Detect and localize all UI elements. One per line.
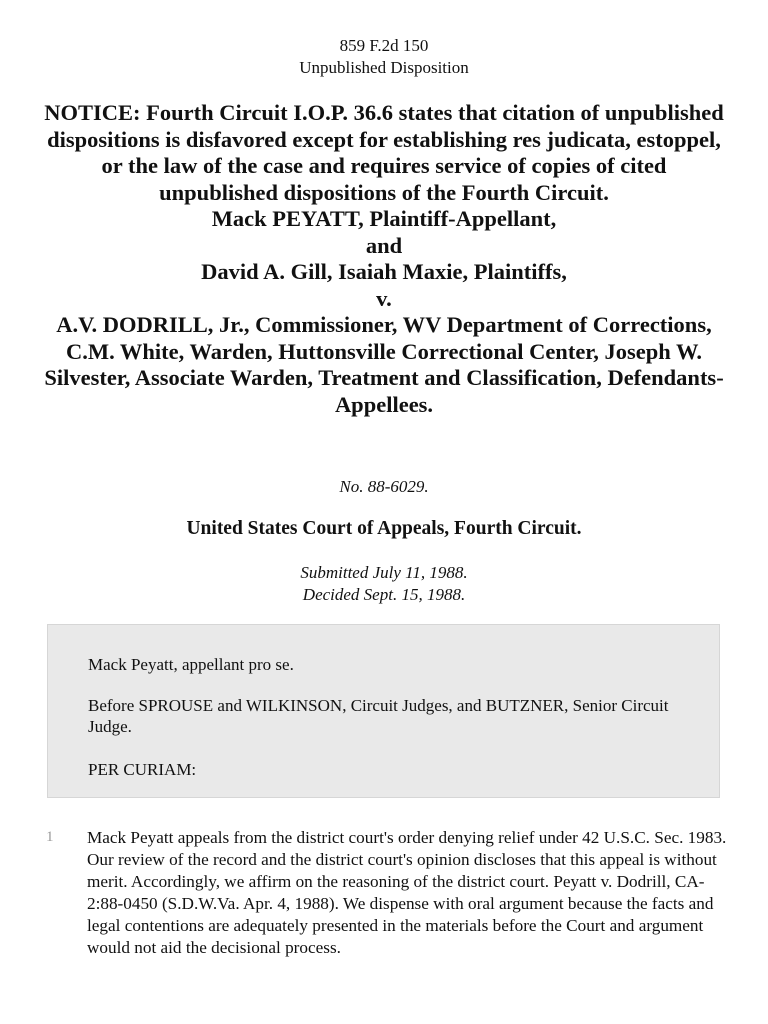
case-caption (40, 100, 728, 418)
submitted-date: Submitted July 11, 1988. (300, 563, 468, 582)
opinion-paragraph: Mack Peyatt appeals from the district court's order denying relief under 42 U.S.C. Sec. 1983. Our review of the record and the district court's opinion discloses that this appeal is without merit. Accordingly, we affirm on the reasoning of the district court. Peyatt v. Dodrill, CA-2:88-0450 (S.D.W.Va. Apr. 4, 1988). We dispense with oral argument because the facts and legal contentions are adequately presented in the materials before the Court and argument would not aid the decisional process. (87, 828, 727, 957)
defendants-party: A.V. DODRILL, Jr., Commissioner, WV Department of Corrections, C.M. White, Warden, Huttonsville Correctional Center, Joseph W. Silvester, Associate Warden, Treatment and Classification, Defendants-Appellees. (44, 312, 724, 417)
court-name: United States Court of Appeals, Fourth Circuit. (186, 518, 582, 539)
per-curiam-label: PER CURIAM: (88, 760, 197, 779)
other-plaintiffs: David A. Gill, Isaiah Maxie, Plaintiffs, (201, 259, 567, 284)
notice-text: NOTICE: Fourth Circuit I.O.P. 36.6 states that citation of unpublished dispositions is disfavored except for establishing res judicata, estoppel, or the law of the case and requires service of copies of cited unpublished dispositions of the Fourth Circuit. (44, 100, 724, 205)
appellant-party: Mack PEYATT, Plaintiff-Appellant, (211, 206, 557, 231)
docket-number: No. 88-6029. (339, 477, 429, 496)
paragraph-number: 1 (46, 829, 54, 845)
conjunction-and: and (365, 232, 403, 258)
decided-date: Decided Sept. 15, 1988. (302, 585, 466, 604)
case-dates (0, 562, 768, 606)
case-summary-box (47, 624, 720, 798)
panel-line: Before SPROUSE and WILKINSON, Circuit Judges, and BUTZNER, Senior Circuit Judge. (88, 696, 669, 736)
versus: v. (376, 285, 392, 311)
counsel-line: Mack Peyatt, appellant pro se. (88, 655, 294, 674)
disposition-type: Unpublished Disposition (299, 58, 469, 77)
reporter-citation: 859 F.2d 150 (339, 36, 429, 55)
